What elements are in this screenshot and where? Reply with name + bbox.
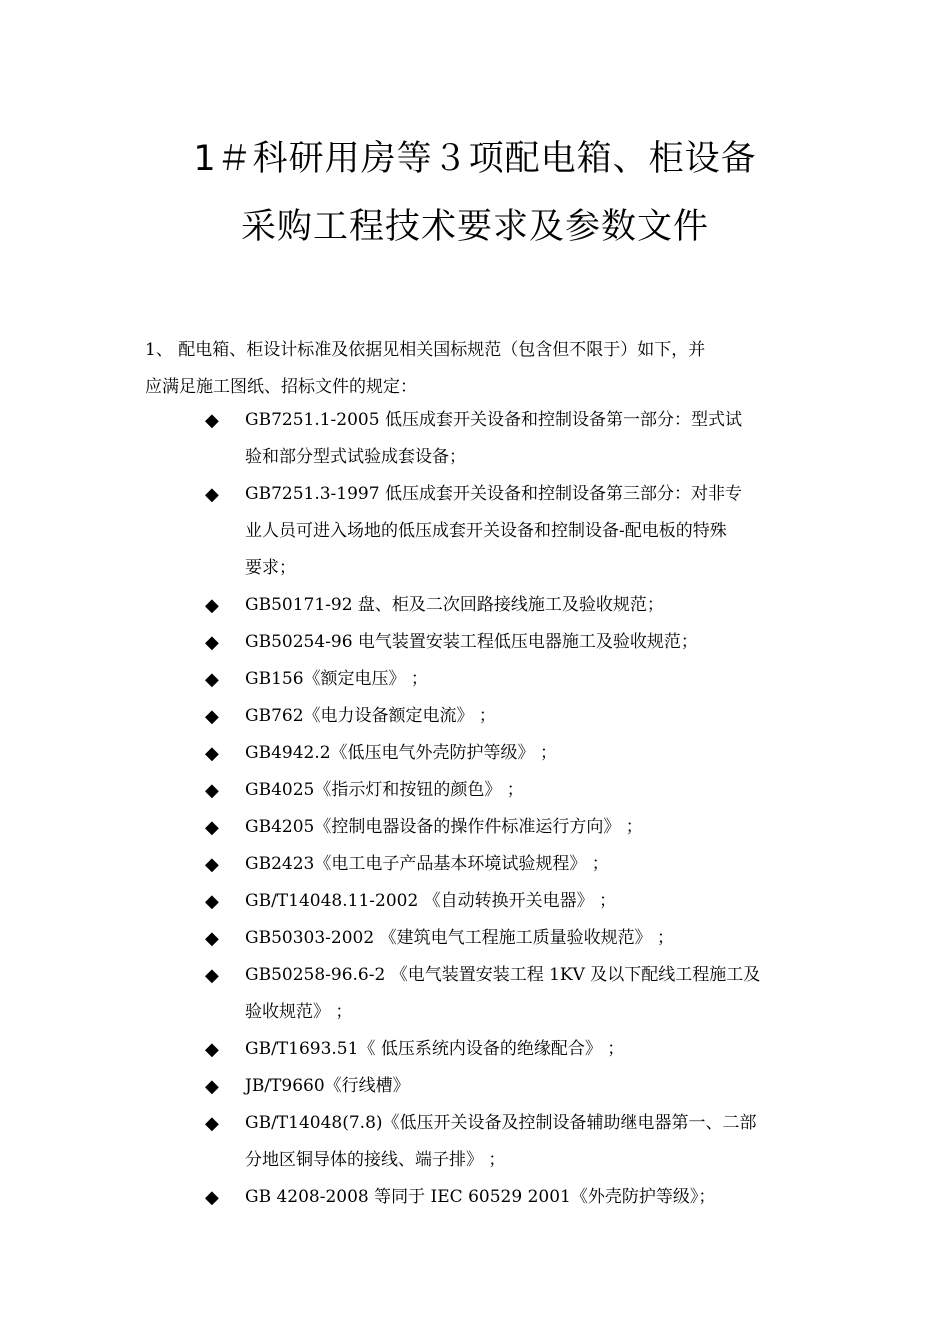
diamond-bullet-icon: ◆ [205,706,219,727]
intro-paragraph [145,332,815,406]
intro-line-1: 1、 配电箱、柜设计标准及依据见相关国标规范（包含但不限于）如下，并 [145,340,706,360]
standard-item [205,772,815,809]
standard-text-line: GB50258-96.6-2 《电气装置安装工程 1KV 及以下配线工程施工及 [245,965,761,985]
standards-list [205,402,815,1216]
standard-item [205,402,815,476]
standard-text-line: GB/T14048.11-2002 《自动转换开关电器》 ； [245,891,617,911]
standard-text-line: 验和部分型式试验成套设备； [245,447,466,467]
standard-item [205,957,815,1031]
standard-text-line: GB7251.1-2005 低压成套开关设备和控制设备第一部分：型式试 [245,410,742,430]
diamond-bullet-icon: ◆ [205,632,219,653]
diamond-bullet-icon: ◆ [205,891,219,912]
standard-item [205,476,815,587]
diamond-bullet-icon: ◆ [205,1187,219,1208]
diamond-bullet-icon: ◆ [205,595,219,616]
standard-item [205,1179,815,1216]
diamond-bullet-icon: ◆ [205,780,219,801]
diamond-bullet-icon: ◆ [205,928,219,949]
standard-item [205,735,815,772]
standard-text-line: 验收规范》 ； [245,1002,353,1022]
standard-item [205,883,815,920]
document-title-line-2: 采购工程技术要求及参数文件 [240,207,709,247]
standard-text-line: GB/T14048(7.8)《低压开关设备及控制设备辅助继电器第一、二部 [245,1113,757,1133]
standard-item [205,920,815,957]
standard-text-line: GB7251.3-1997 低压成套开关设备和控制设备第三部分：对非专 [245,484,742,504]
standard-item [205,587,815,624]
diamond-bullet-icon: ◆ [205,854,219,875]
standard-item [205,1068,815,1105]
diamond-bullet-icon: ◆ [205,669,219,690]
standard-text-line: GB2423《电工电子产品基本环境试验规程》 ； [245,854,609,874]
standard-text-line: 分地区铜导体的接线、端子排》 ； [245,1150,506,1170]
standard-text-line: GB4205《控制电器设备的操作件标准运行方向》 ； [245,817,643,837]
diamond-bullet-icon: ◆ [205,1113,219,1134]
standard-text-line: GB50171-92 盘、柜及二次回路接线施工及验收规范； [245,595,664,615]
diamond-bullet-icon: ◆ [205,743,219,764]
standard-item [205,698,815,735]
diamond-bullet-icon: ◆ [205,484,219,505]
standard-text-line: 要求； [245,558,296,578]
standard-text-line: GB156《额定电压》 ； [245,669,428,689]
standard-item [205,661,815,698]
diamond-bullet-icon: ◆ [205,1076,219,1097]
diamond-bullet-icon: ◆ [205,1039,219,1060]
diamond-bullet-icon: ◆ [205,817,219,838]
standard-text-line: GB762《电力设备额定电流》 ； [245,706,496,726]
standard-item [205,1105,815,1179]
standard-item [205,1031,815,1068]
intro-line-2: 应满足施工图纸、招标文件的规定： [145,377,417,397]
standard-item [205,846,815,883]
standard-text-line: GB50254-96 电气装置安装工程低压电器施工及验收规范； [245,632,698,652]
standard-text-line: GB/T1693.51《 低压系统内设备的绝缘配合》 ； [245,1039,625,1059]
standard-item [205,624,815,661]
standard-text-line: GB4025《指示灯和按钮的颜色》 ； [245,780,524,800]
standard-text-line: GB 4208-2008 等同于 IEC 60529 2001《外壳防护等级》； [245,1187,716,1207]
standard-text-line: 业人员可进入场地的低压成套开关设备和控制设备-配电板的特殊 [245,521,727,541]
document-title-line-1: 1＃科研用房等３项配电箱、柜设备 [193,139,757,179]
diamond-bullet-icon: ◆ [205,410,219,431]
standard-text-line: GB4942.2《低压电气外壳防护等级》 ； [245,743,557,763]
diamond-bullet-icon: ◆ [205,965,219,986]
standard-text-line: JB/T9660《行线槽》 [245,1076,410,1096]
standard-item [205,809,815,846]
standard-text-line: GB50303-2002 《建筑电气工程施工质量验收规范》 ； [245,928,674,948]
